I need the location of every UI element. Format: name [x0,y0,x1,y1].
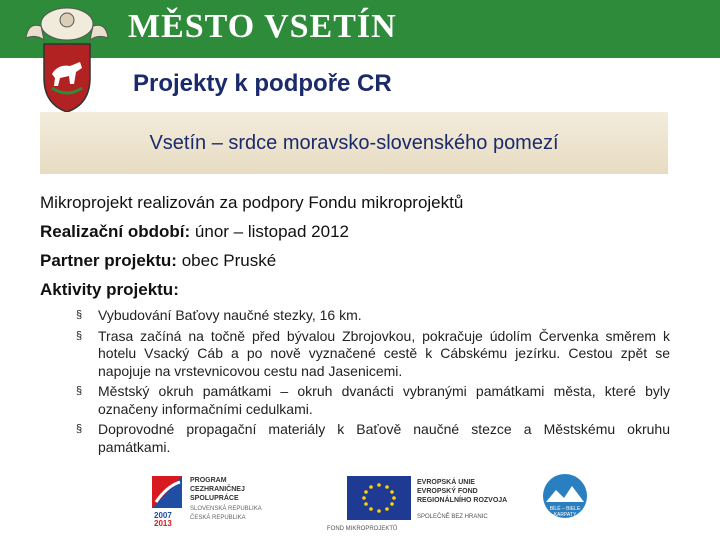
eu-fund-logo [327,472,545,534]
svg-text:SPOLUPRÁCE: SPOLUPRÁCE [190,495,239,502]
bullet-icon: § [76,385,83,397]
svg-text:CEZHRANIČNEJ: CEZHRANIČNEJ [190,486,245,493]
activities-label: Aktivity projektu: [40,280,179,299]
subtitle-box [40,112,668,174]
cross-border-program-logo [150,472,320,528]
partner-label: Partner projektu: [40,251,177,270]
list-item: § Doprovodné propagační materiály k Baťově naučné stezce a Městskému okruhu památkami. [76,421,670,455]
list-item: § Trasa začíná na točně před bývalou Zbrojovkou, pokračuje údolím Červenka směrem k hotelu Vsacký Cáb a po nově vyznačené cestě k Cábskému jezírku. Cestou zpět se napojuje na vrstevnicovou cestu nad Jasenicemi. [76,327,670,379]
town-crest-icon [22,4,112,116]
list-item: § Městský okruh památkami – okruh dvanácti vybranými památkami města, které byly označeny informačními cedulkami. [76,383,670,417]
svg-text:PROGRAM: PROGRAM [190,477,227,484]
page-title: Projekty k podpoře CR [133,70,392,97]
period-label: Realizační období: [40,222,191,241]
activities-list [40,307,670,456]
bullet-icon: § [76,329,83,342]
svg-text:2007: 2007 [154,511,172,520]
funding-line: Mikroprojekt realizován za podpory Fondu mikroprojektů [40,193,464,212]
svg-text:SLOVENSKÁ REPUBLIKA: SLOVENSKÁ REPUBLIKA [190,506,262,512]
svg-text:EVROPSKÝ FOND: EVROPSKÝ FOND [417,488,478,495]
logos-strip [145,468,595,536]
project-details [40,188,670,459]
subtitle: Vsetín – srdce moravsko-slovenského pomezí [149,132,559,154]
svg-text:BÍLÉ – BIELE: BÍLÉ – BIELE [549,506,581,512]
bile-karpaty-logo [540,472,590,522]
list-item: § Vybudování Baťovy naučné stezky, 16 km. [76,307,362,323]
svg-text:SPOLEČNĚ BEZ HRANIC: SPOLEČNĚ BEZ HRANIC [417,514,488,520]
bullet-icon: § [76,309,83,321]
svg-text:2013: 2013 [154,519,172,528]
svg-text:EVROPSKÁ UNIE: EVROPSKÁ UNIE [417,479,475,486]
period-line [40,217,670,246]
partner-line [40,246,670,275]
svg-text:ČESKÁ REPUBLIKA: ČESKÁ REPUBLIKA [190,515,246,521]
period-value: únor – listopad 2012 [190,222,349,241]
partner-value: obec Pruské [176,251,277,270]
town-name: MĚSTO VSETÍN [128,8,397,45]
svg-text:FOND MIKROPROJEKTŮ: FOND MIKROPROJEKTŮ [327,526,398,532]
svg-text:KARPATY: KARPATY [553,512,577,518]
svg-text:REGIONÁLNÍHO ROZVOJA: REGIONÁLNÍHO ROZVOJA [417,497,508,504]
activities-line [40,275,670,304]
bullet-icon: § [76,423,83,435]
